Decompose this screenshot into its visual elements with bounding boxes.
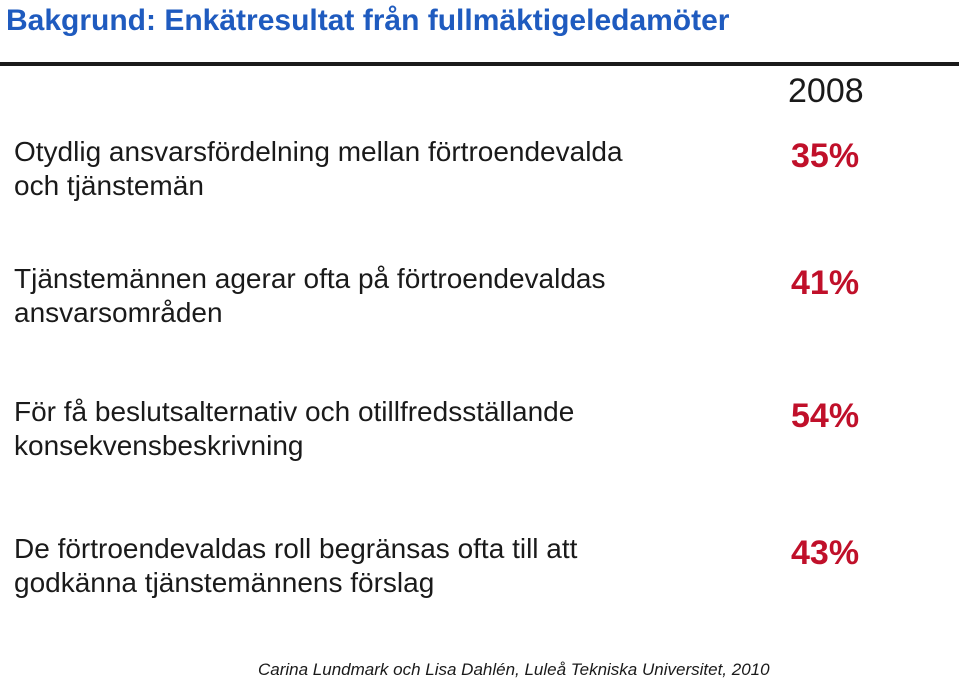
row-percentage: 41%: [791, 264, 860, 302]
row-label-line1: För få beslutsalternativ och otillfredsställande: [14, 396, 575, 427]
row-label-line2: ansvarsområden: [14, 297, 223, 328]
row-label: [14, 532, 714, 600]
row-percentage: 43%: [791, 534, 860, 572]
row-label: [14, 395, 714, 463]
row-label-line2: konsekvensbeskrivning: [14, 430, 304, 461]
row-label: [14, 262, 714, 330]
row-label: [14, 135, 714, 203]
row-label-line1: De förtroendevaldas roll begränsas ofta till att: [14, 533, 578, 564]
page-title: Bakgrund: Enkätresultat från fullmäktigeledamöter: [6, 4, 730, 37]
year-header: 2008: [788, 72, 864, 110]
footer-credit: Carina Lundmark och Lisa Dahlén, Luleå Tekniska Universitet, 2010: [258, 660, 770, 679]
title-divider: [0, 62, 959, 66]
row-label-line1: Otydlig ansvarsfördelning mellan förtroendevalda: [14, 136, 623, 167]
row-percentage: 54%: [791, 397, 860, 435]
row-percentage: 35%: [791, 137, 860, 175]
row-label-line2: och tjänstemän: [14, 170, 204, 201]
row-label-line2: godkänna tjänstemännens förslag: [14, 567, 435, 598]
row-label-line1: Tjänstemännen agerar ofta på förtroendevaldas: [14, 263, 606, 294]
